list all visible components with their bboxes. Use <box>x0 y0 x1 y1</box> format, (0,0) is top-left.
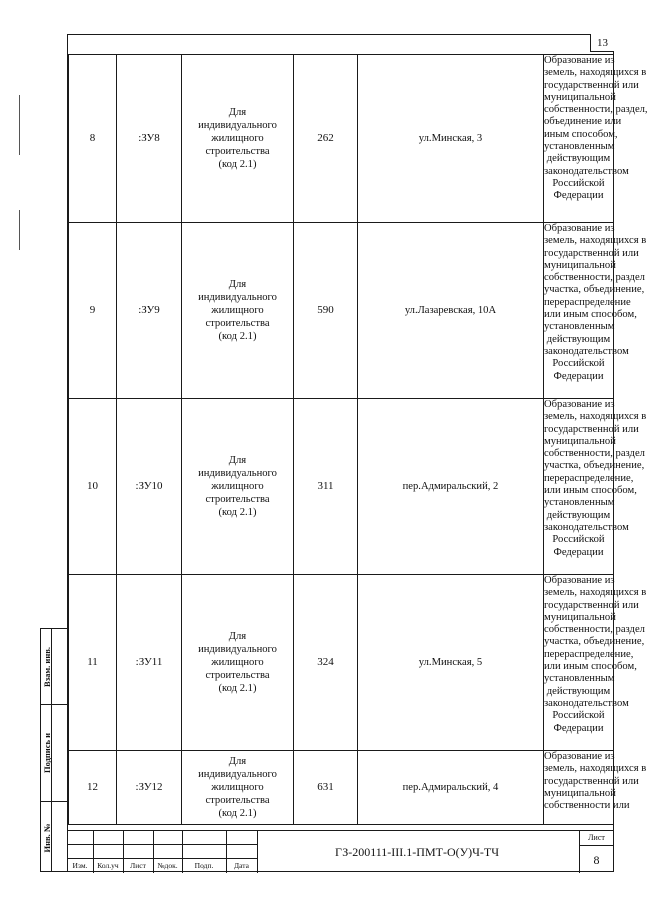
formation-method-line: перераспределение, <box>544 648 634 660</box>
side-stamp-podpis <box>41 705 67 802</box>
formation-method-line: или иным способом, <box>544 309 637 321</box>
side-stamp-vzam-label: Взам. инв. <box>42 646 52 687</box>
permitted-use-line: индивидуального <box>198 292 277 303</box>
table-row <box>69 575 614 751</box>
sheet-number: 8 <box>593 853 600 867</box>
formation-method-line: Российской <box>552 177 605 189</box>
table-row <box>69 55 614 223</box>
formation-method-line: Образование из <box>544 55 615 66</box>
formation-method-line: собственности, раздел <box>544 624 645 636</box>
scan-margin-line <box>19 210 20 250</box>
document-code: ГЗ-200111-III.1-ПМТ-О(У)Ч-ТЧ <box>334 845 500 859</box>
land-plots-table <box>68 54 648 825</box>
side-stamp-inv-label: Инв. № <box>42 823 52 852</box>
permitted-use-line: жилищного <box>211 305 264 316</box>
permitted-use-line: жилищного <box>211 481 264 492</box>
formation-method-line: законодательством <box>544 697 629 709</box>
permitted-use-line: Для <box>228 631 247 642</box>
formation-method-line: Российской <box>552 358 605 370</box>
tb-col-data: Дата <box>234 861 249 870</box>
address-cell: ул.Лазаревская, 10А <box>358 223 544 399</box>
title-block <box>67 830 614 872</box>
formation-method-line: действующим <box>546 333 611 345</box>
formation-method-line: Образование из <box>544 751 615 762</box>
formation-method-cell <box>544 399 647 575</box>
formation-method-line: действующим <box>546 685 611 697</box>
formation-method-line: земель, находящихся в <box>544 587 647 599</box>
area-cell: 324 <box>294 575 358 751</box>
permitted-use-line: индивидуального <box>198 120 277 131</box>
formation-method-line: государственной или <box>544 599 639 611</box>
formation-method-line: земель, находящихся в <box>544 411 647 423</box>
permitted-use-line: строительства <box>205 318 270 329</box>
designation-cell: :ЗУ9 <box>117 223 182 399</box>
formation-method-line: собственности или <box>544 800 630 812</box>
side-stamp-vzam <box>41 629 67 705</box>
formation-method-line: участка, объединение, <box>544 460 645 472</box>
formation-method-line: государственной или <box>544 247 639 259</box>
formation-method-line: установленным <box>544 673 615 685</box>
formation-method-line: установленным <box>544 497 615 509</box>
formation-method-line: Федерации <box>553 546 604 558</box>
permitted-use-line: (код 2.1) <box>218 159 257 170</box>
side-stamp-podpis-label: Подпись и <box>42 732 52 774</box>
formation-method-line: земель, находящихся в <box>544 67 647 79</box>
permitted-use-cell <box>182 751 294 825</box>
formation-method-cell <box>544 55 648 223</box>
permitted-use-line: жилищного <box>211 782 264 793</box>
tb-col-list: Лист <box>130 861 146 870</box>
formation-method-line: действующим <box>546 509 611 521</box>
address-cell: пер.Адмиральский, 2 <box>358 399 544 575</box>
formation-method-cell <box>544 575 647 751</box>
formation-method-line: земель, находящихся в <box>544 235 647 247</box>
formation-method-line: муниципальной <box>544 611 616 623</box>
row-number-cell: 11 <box>69 575 117 751</box>
tb-col-koluch: Кол.уч <box>97 861 119 870</box>
formation-method-line: установленным <box>544 321 615 333</box>
formation-method-line: государственной или <box>544 423 639 435</box>
area-cell: 590 <box>294 223 358 399</box>
table-row <box>69 399 614 575</box>
row-number-cell: 12 <box>69 751 117 825</box>
side-stamp-inv <box>41 802 67 873</box>
formation-method-line: государственной или <box>544 775 639 787</box>
formation-method-line: государственной или <box>544 79 639 91</box>
formation-method-cell <box>544 223 647 399</box>
formation-method-line: Российской <box>552 534 605 546</box>
formation-method-line: Образование из <box>544 575 615 586</box>
page-number: 13 <box>590 34 614 52</box>
designation-cell: :ЗУ11 <box>117 575 182 751</box>
formation-method-line: Образование из <box>544 399 615 410</box>
formation-method-cell <box>544 751 647 825</box>
address-cell: пер.Адмиральский, 4 <box>358 751 544 825</box>
formation-method-line: муниципальной <box>544 435 616 447</box>
formation-method-line: собственности, раздел, <box>544 104 648 116</box>
designation-cell: :ЗУ8 <box>117 55 182 223</box>
formation-method-line: перераспределение, <box>544 472 634 484</box>
formation-method-line: перераспределение <box>544 296 631 308</box>
permitted-use-cell <box>182 55 294 223</box>
formation-method-line: муниципальной <box>544 259 616 271</box>
area-cell: 262 <box>294 55 358 223</box>
sheet-label: Лист <box>588 833 605 842</box>
formation-method-line: Федерации <box>553 190 604 202</box>
row-number-cell: 10 <box>69 399 117 575</box>
permitted-use-line: жилищного <box>211 657 264 668</box>
permitted-use-line: индивидуального <box>198 644 277 655</box>
permitted-use-line: Для <box>228 107 247 118</box>
formation-method-line: иным способом, <box>544 128 618 140</box>
permitted-use-cell <box>182 575 294 751</box>
permitted-use-line: Для <box>228 455 247 466</box>
formation-method-line: Российской <box>552 710 605 722</box>
formation-method-line: собственности, раздел <box>544 272 645 284</box>
formation-method-line: участка, объединение, <box>544 284 645 296</box>
permitted-use-line: (код 2.1) <box>218 808 257 819</box>
formation-method-line: Федерации <box>553 722 604 734</box>
formation-method-line: законодательством <box>544 521 629 533</box>
permitted-use-line: строительства <box>205 146 270 157</box>
formation-method-line: действующим <box>546 153 611 165</box>
formation-method-line: или иным способом, <box>544 485 637 497</box>
permitted-use-line: (код 2.1) <box>218 507 257 518</box>
row-number-cell: 9 <box>69 223 117 399</box>
formation-method-line: Федерации <box>553 370 604 382</box>
permitted-use-line: Для <box>228 756 247 767</box>
formation-method-line: объединение или <box>544 116 622 128</box>
tb-col-ndok: №док. <box>157 861 178 870</box>
address-cell: ул.Минская, 5 <box>358 575 544 751</box>
permitted-use-cell <box>182 223 294 399</box>
formation-method-line: земель, находящихся в <box>544 763 647 775</box>
formation-method-line: установленным <box>544 141 615 153</box>
area-cell: 631 <box>294 751 358 825</box>
table-row <box>69 751 614 825</box>
permitted-use-cell <box>182 399 294 575</box>
formation-method-line: законодательством <box>544 165 629 177</box>
formation-method-line: законодательством <box>544 345 629 357</box>
permitted-use-line: (код 2.1) <box>218 683 257 694</box>
table-row <box>69 223 614 399</box>
tb-col-podp: Подп. <box>194 861 214 870</box>
permitted-use-line: Для <box>228 279 247 290</box>
formation-method-line: муниципальной <box>544 787 616 799</box>
designation-cell: :ЗУ12 <box>117 751 182 825</box>
permitted-use-line: жилищного <box>211 133 264 144</box>
formation-method-line: или иным способом, <box>544 661 637 673</box>
tb-col-izm: Изм. <box>72 861 88 870</box>
permitted-use-line: индивидуального <box>198 468 277 479</box>
permitted-use-line: строительства <box>205 494 270 505</box>
permitted-use-line: (код 2.1) <box>218 331 257 342</box>
side-stamp <box>40 628 67 872</box>
row-number-cell: 8 <box>69 55 117 223</box>
designation-cell: :ЗУ10 <box>117 399 182 575</box>
formation-method-line: Образование из <box>544 223 615 234</box>
formation-method-line: собственности, раздел <box>544 448 645 460</box>
permitted-use-line: строительства <box>205 670 270 681</box>
area-cell: 311 <box>294 399 358 575</box>
scan-margin-line <box>19 95 20 155</box>
formation-method-line: муниципальной <box>544 91 616 103</box>
address-cell: ул.Минская, 3 <box>358 55 544 223</box>
formation-method-line: участка, объединение, <box>544 636 645 648</box>
permitted-use-line: строительства <box>205 795 270 806</box>
permitted-use-line: индивидуального <box>198 769 277 780</box>
